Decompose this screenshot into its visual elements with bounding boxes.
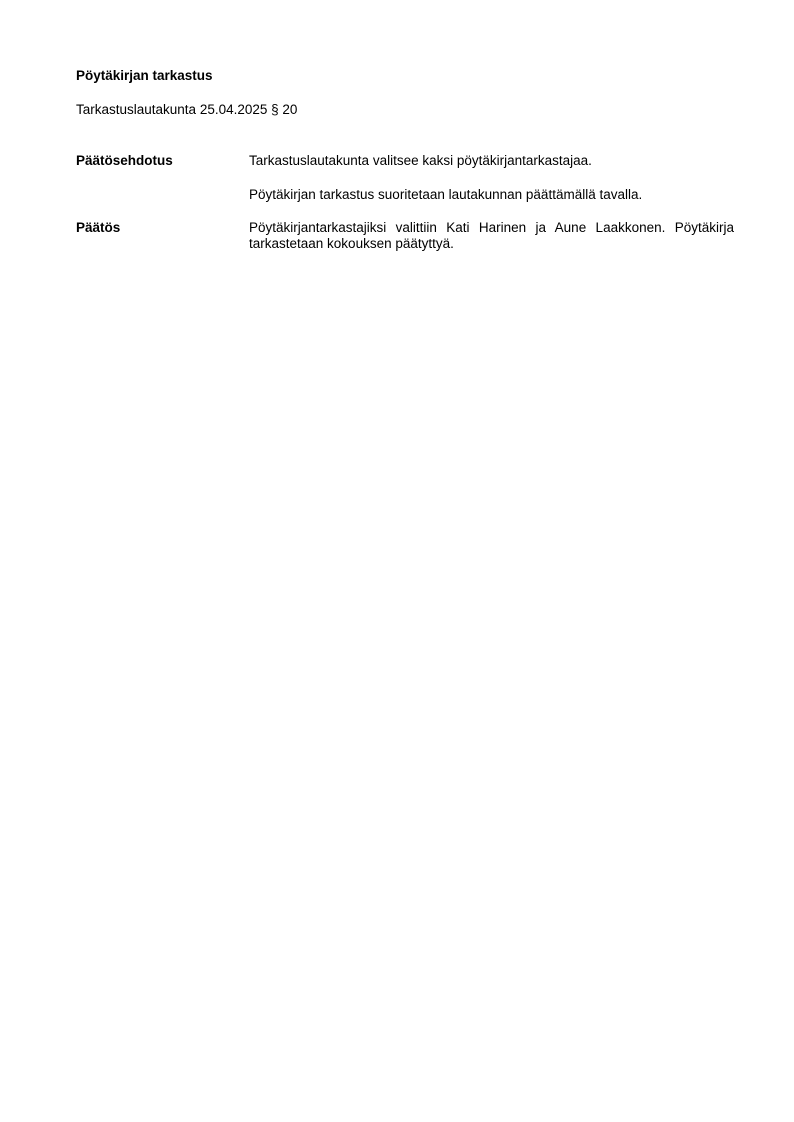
- proposal-paragraph: Tarkastuslautakunta valitsee kaksi pöytäkirjantarkastajaa.: [249, 153, 592, 168]
- proposal-paragraph: Pöytäkirjan tarkastus suoritetaan lautakunnan päättämällä tavalla.: [249, 187, 643, 202]
- proposal-label: Päätösehdotus: [76, 153, 173, 168]
- decision-label: Päätös: [76, 220, 121, 235]
- decision-body: [249, 220, 734, 252]
- proposal-body: [249, 153, 734, 203]
- document-title: Pöytäkirjan tarkastus: [76, 68, 213, 83]
- decision-paragraph: Pöytäkirjantarkastajiksi valittiin Kati Harinen ja Aune Laakkonen. Pöytäkirja tarkastetaan kokouksen päätyttyä.: [249, 220, 734, 251]
- meeting-reference: Tarkastuslautakunta 25.04.2025 § 20: [76, 102, 298, 117]
